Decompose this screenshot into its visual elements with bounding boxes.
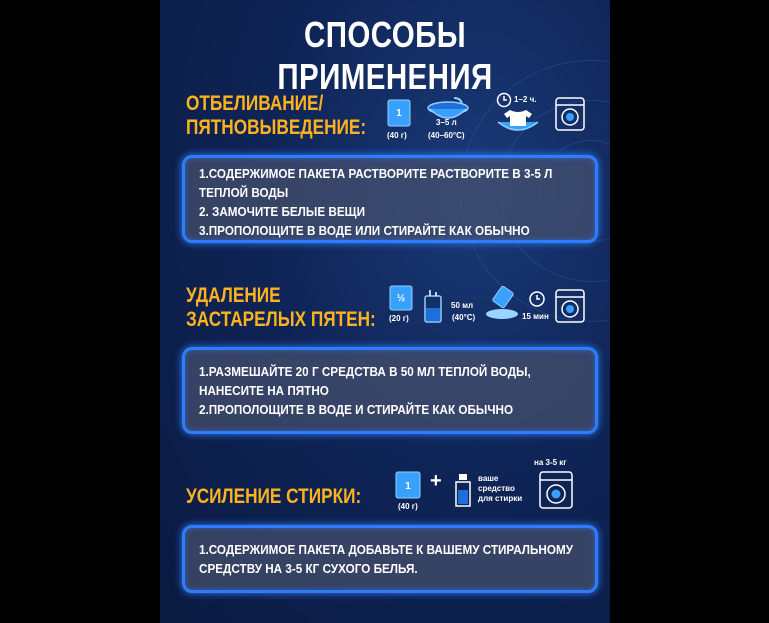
packet-count-label: 1: [405, 481, 411, 492]
instruction-step: 2.ПРОПОЛОЩИТЕ В ВОДЕ И СТИРАЙТЕ КАК ОБЫЧНО: [199, 402, 514, 417]
section-heading-old-stains: [186, 284, 376, 332]
instruction-step: НАНЕСИТЕ НА ПЯТНО: [199, 383, 329, 398]
clock-icon: [528, 290, 546, 308]
instruction-step: ТЕПЛОЙ ВОДЫ: [199, 185, 289, 200]
load-label: на 3-5 кг: [534, 458, 567, 467]
instruction-step: 1.РАЗМЕШАЙТЕ 20 Г СРЕДСТВА В 50 МЛ ТЕПЛОЙ ВОДЫ,: [199, 364, 531, 379]
washing-machine-icon: [538, 470, 574, 510]
water-volume-label: 3–5 л: [436, 118, 457, 127]
section-heading-line: ОТБЕЛИВАНИЕ/: [186, 92, 324, 115]
section-heading-boost: [186, 485, 361, 509]
packet-weight-label: (40 г): [398, 502, 418, 511]
instructions-panel: [160, 0, 610, 623]
washing-machine-icon: [554, 288, 586, 324]
instruction-step: 3.ПРОПОЛОЩИТЕ В ВОДЕ ИЛИ СТИРАЙТЕ КАК ОБЫЧНО: [199, 223, 530, 238]
instruction-step: СРЕДСТВУ НА 3-5 КГ СУХОГО БЕЛЬЯ.: [199, 561, 418, 576]
packet-count-label: 1: [396, 108, 402, 119]
section-heading-line: УДАЛЕНИЕ: [186, 284, 281, 307]
section-heading-whitening: [186, 92, 366, 140]
washing-machine-icon: [554, 96, 586, 132]
packet-icon: [388, 284, 414, 312]
water-volume-label: 50 мл: [451, 301, 474, 310]
instruction-step: 1.СОДЕРЖИМОЕ ПАКЕТА ДОБАВЬТЕ К ВАШЕМУ СТИРАЛЬНОМУ: [199, 542, 574, 557]
packet-weight-label: (20 г): [389, 314, 409, 323]
instruction-step: 2. ЗАМОЧИТЕ БЕЛЫЕ ВЕЩИ: [199, 204, 365, 219]
packet-icon: [386, 98, 412, 128]
plus-sign: +: [430, 470, 442, 492]
instructions-box-whitening: [182, 155, 598, 243]
clock-icon: [496, 92, 512, 108]
detergent-label-line: ваше: [478, 474, 499, 483]
measuring-cup-icon: [422, 288, 444, 324]
tshirt-icon: [496, 108, 540, 136]
instructions-box-old-stains: [182, 347, 598, 434]
detergent-label-line: для стирки: [478, 494, 523, 503]
packet-icon: [394, 470, 422, 500]
instruction-step: 1.СОДЕРЖИМОЕ ПАКЕТА РАСТВОРИТЕ РАСТВОРИТЕ В 3-5 Л: [199, 166, 553, 181]
duration-label: 15 мин: [522, 312, 549, 321]
duration-label: 1–2 ч.: [514, 95, 537, 104]
detergent-label-line: средство: [478, 484, 515, 493]
detergent-bottle-icon: [452, 472, 474, 508]
packet-weight-label: (40 г): [387, 131, 407, 140]
temperature-label: (40–60°С): [428, 131, 465, 140]
section-heading-line: ЗАСТАРЕЛЫХ ПЯТЕН:: [186, 308, 376, 331]
page-title: СПОСОБЫ ПРИМЕНЕНИЯ: [277, 14, 493, 97]
detergent-label: [478, 474, 522, 504]
packet-count-label: ½: [396, 293, 406, 304]
temperature-label: (40°С): [452, 313, 476, 322]
instructions-box-boost: [182, 525, 598, 593]
stain-icon: [482, 286, 522, 322]
section-heading-line: УСИЛЕНИЕ СТИРКИ:: [186, 485, 362, 508]
section-heading-line: ПЯТНОВЫВЕДЕНИЕ:: [186, 116, 367, 139]
